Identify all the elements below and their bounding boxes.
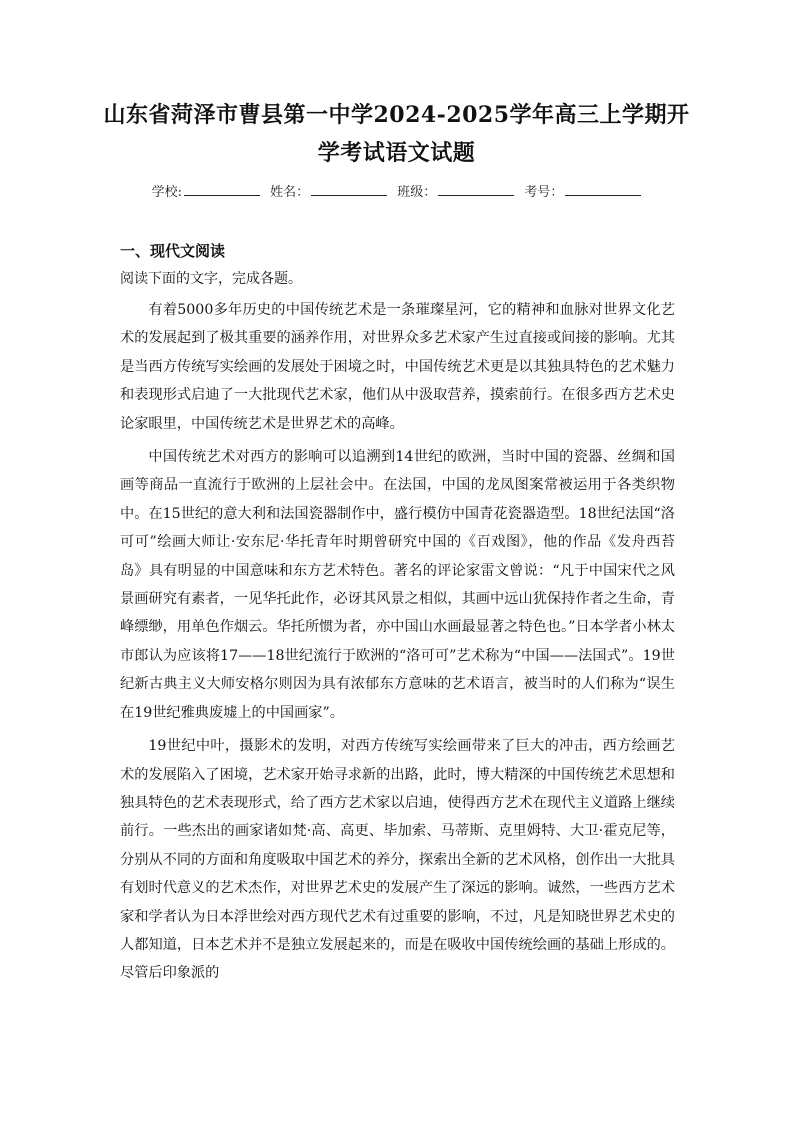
exam-number-blank[interactable] [565, 181, 641, 196]
student-info-line [100, 181, 693, 203]
info-label-class: 班级： [397, 185, 437, 200]
passage-paragraph-2: 中国传统艺术对西方的影响可以追溯到14世纪的欧洲，当时中国的瓷器、丝绸和国画等商品一直流行于欧洲的上层社会中。在法国，中国的龙凤图案常被运用于各类织物中。在15世纪的意大利和法国瓷器制作中，盛行模仿中国青花瓷器造型。18世纪法国“洛可可”绘画大师让·安东尼·华托青年时期曾研究中国的《百戏图》，他的作品《发舟西苔岛》具有明显的中国意味和东方艺术特色。著名的评论家雷文曾说：“凡于中国宋代之风景画研究有素者，一见华托此作，必讶其风景之相似，其画中远山犹保持作者之生命，青峰缥缈，用单色作烟云。华托所惯为者，亦中国山水画最显著之特色也。”日本学者小林太市郎认为应该将17——18世纪流行于欧洲的“洛可可”艺术称为“中国——法国式”。19世纪新古典主义大师安格尔则因为具有浓郁东方意味的艺术语言，被当时的人们称为“误生在19世纪雅典废墟上的中国画家”。 [120, 449, 675, 721]
info-field-exam-number [524, 185, 641, 200]
info-field-class [397, 185, 514, 200]
section-heading: 一、现代文阅读 [120, 242, 226, 260]
school-blank[interactable] [184, 181, 260, 196]
name-blank[interactable] [311, 181, 387, 196]
reading-passage [120, 296, 675, 993]
document-title: 山东省菏泽市曹县第一中学2024-2025学年高三上学期开学考试语文试题 [103, 102, 690, 166]
class-blank[interactable] [438, 181, 514, 196]
info-label-school: 学校: [151, 185, 182, 200]
info-field-school [152, 185, 260, 200]
reading-instruction: 阅读下面的文字，完成各题。 [120, 271, 302, 287]
info-label-name: 姓名： [270, 185, 310, 200]
info-label-exam-number: 考号： [524, 185, 564, 200]
passage-paragraph-3: 19世纪中叶，摄影术的发明，对西方传统写实绘画带来了巨大的冲击，西方绘画艺术的发展陷入了困境，艺术家开始寻求新的出路，此时，博大精深的中国传统艺术思想和独具特色的艺术表现形式，给了西方艺术家以启迪，使得西方艺术在现代主义道路上继续前行。一些杰出的画家诸如梵·高、高更、毕加索、马蒂斯、克里姆特、大卫·霍克尼等，分别从不同的方面和角度吸取中国艺术的养分，探索出全新的艺术风格，创作出一大批具有划时代意义的艺术杰作，对世界艺术史的发展产生了深远的影响。诚然，一些西方艺术家和学者认为日本浮世绘对西方现代艺术有过重要的影响，不过，凡是知晓世界艺术史的人都知道，日本艺术并不是独立发展起来的，而是在吸收中国传统绘画的基础上形成的。尽管后印象派的 [120, 738, 675, 982]
passage-paragraph-1: 有着5000多年历史的中国传统艺术是一条璀璨星河，它的精神和血脉对世界文化艺术的发展起到了极其重要的涵养作用，对世界众多艺术家产生过直接或间接的影响。尤其是当西方传统写实绘画的发展处于困境之时，中国传统艺术更是以其独具特色的艺术魅力和表现形式启迪了一大批现代艺术家，他们从中汲取营养，摸索前行。在很多西方艺术史论家眼里，中国传统艺术是世界艺术的高峰。 [120, 302, 675, 432]
info-field-name [270, 185, 387, 200]
